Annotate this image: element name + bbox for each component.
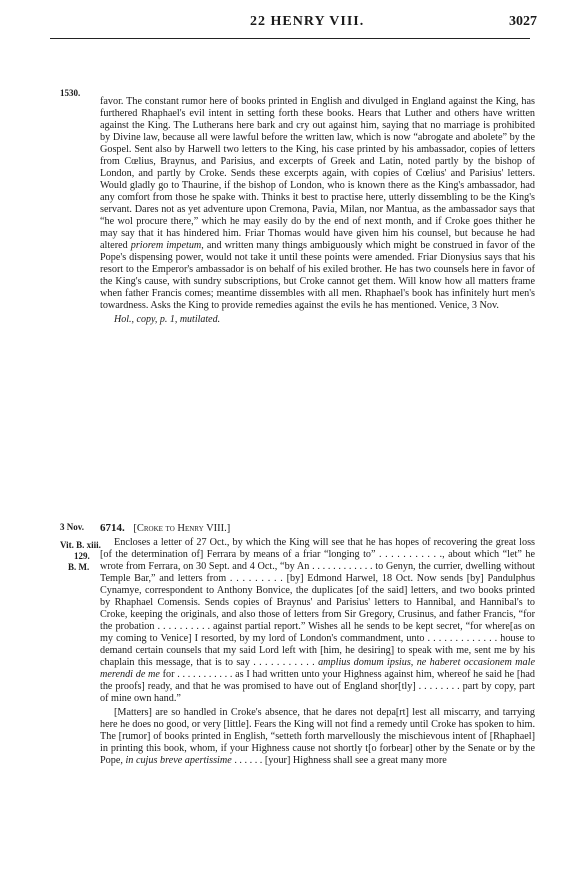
margin-entry-date: 3 Nov.	[60, 522, 85, 532]
margin-reference	[60, 540, 101, 573]
margin-year: 1530.	[60, 88, 81, 98]
para1-italic: amplius domum ipsius, ne haberet occasionem male merendi de me	[100, 657, 535, 680]
header-rule	[50, 38, 530, 39]
para1-text-b: for . . . . . . . . . . . as I had written unto your Highness against him, whereof he said he [had the proofs] ready, and that he was promised to have out of England shor[tly] . . . . . . . . part by copy, part of mine own hand.”	[100, 669, 535, 704]
margin-ref-1: Vit. B. xiii.	[60, 540, 101, 550]
margin-ref-2: 129.	[74, 551, 90, 561]
para2-text-a: [Matters] are so handled in Croke's absence, that he dares not depa[rt] lest all miscarry, and tarrying here he does no good, or very [little]. Fears the King will not find a remedy until Croke has spoken to him. The [rumor] of books printed in English, “setteth forth marvellously the mischievous intent of [Rhaphael] in printing this book, whom, if your Highness cause not shortly t[o forbear] other by the Senate or by the Pope,	[100, 707, 535, 766]
entry-section	[100, 522, 535, 767]
continuation-paragraph	[100, 96, 535, 312]
entry-paragraph-1	[100, 537, 535, 705]
continuation-section	[100, 96, 535, 326]
continuation-text-2: , and written many things ambiguously which might be construed in favor of the Pope's dispensing power, would not take it until these points were amended. Friar Dionysius says that his resort to the Emperor's ambassador is on behalf of his exiled brother. He has two counsels here in favor of the King's cause, with sundry subscriptions, but Croke cannot get them. Will know how all matters frame when father Francis comes; meantime dissembles with all men. Rhaphael's book has infinitely hurt men's towardness. Asks the King to provide remedies against the evils he has mentioned. Venice, 3 Nov.	[100, 240, 535, 311]
source-note: Hol., copy, p. 1, mutilated.	[114, 314, 221, 325]
entry-heading	[100, 522, 535, 535]
para2-italic: in cujus breve apertissime	[125, 755, 232, 766]
entry-paragraph-2	[100, 707, 535, 767]
margin-ref-3: B. M.	[68, 562, 90, 572]
italic-phrase: priorem impetum	[130, 240, 202, 251]
page-number: 3027	[509, 14, 537, 29]
entry-title: [Croke to Henry VIII.]	[133, 523, 231, 534]
continuation-text: favor. The constant rumor here of books printed in English and divulged in England against the King, has furthered Rhaphael's evil intent in setting forth these books. Hears that Luther and others have written against the King. The Lutherans here bark and cry out against him, saying that no marriage is prohibited by Divine law, because all were lawful before the written law, which is now “abrogate and abolete” by the Gospel. Sent also by Harwell two letters to the King, his case printed by his ambassador, copies of letters from Cœlius, Braynus, and Parisius, and excerpts of Greek and Latin, noted partly by the bishop of London, and partly by Croke. Sends these excerpts again, with copies of Cœlius' and Parisius' letters. Would gladly go to Thaurine, if the bishop of London, who is known there as the King's ambassador, had any comfort from those he spake with. Thinks it best to practise here, utterly dissembling to be the King's servant. Dares not as yet adventure upon Cremona, Pavia, Milan, nor Mantua, as the ambassador says that “he wol procure there,” which he may easily do by the end of next month, and if Croke goes thither he may say that it has hindered him. Friar Thomas would have given him his counsel, but because he had altered	[100, 96, 535, 251]
entry-number: 6714.	[100, 522, 125, 534]
running-head: 22 HENRY VIII.	[250, 14, 365, 29]
para1-text-a: Encloses a letter of 27 Oct., by which the King will see that he has hopes of recovering the great loss [of the determination of] Ferrara by means of a friar “longing to” . . . . . . . . . . ., about which “let” he wrote from Ferrara, on 30 Sept. and 4 Oct., “by An . . . . . . . . . . . . to Genyn, the currier, dwelling without Temple Bar,” and letters from . . . . . . . . . [by] Edmond Harwel, 18 Oct. Now sends [by] Pandulphus Cynamye, correspondent to Anthony Bonvice, the duplicates [of the said] letters, and two books printed by Rhaphael Comensis. Sends copies of Braynus' and Parisius' letters to Hannibal, and Hannibal's to Croke, keeping the originals, and also those of letters from Sir Gregory, Crusinus, and father Francis, “for the probation . . . . . . . . . . against partial report.” Wishes all he sends to be kept secret, “for where[as on my coming to Venice] I resorted, by my lord of London's commandment, unto . . . . . . . . . . . . . house to demand certain counsels that my said Lord left with [him, he desiring] to speak with me, sent me by his chaplain this message, that is to say . . . . . . . . . . .	[100, 537, 535, 668]
para2-text-b: . . . . . . [your] Highness shall see a great many more	[231, 755, 447, 766]
